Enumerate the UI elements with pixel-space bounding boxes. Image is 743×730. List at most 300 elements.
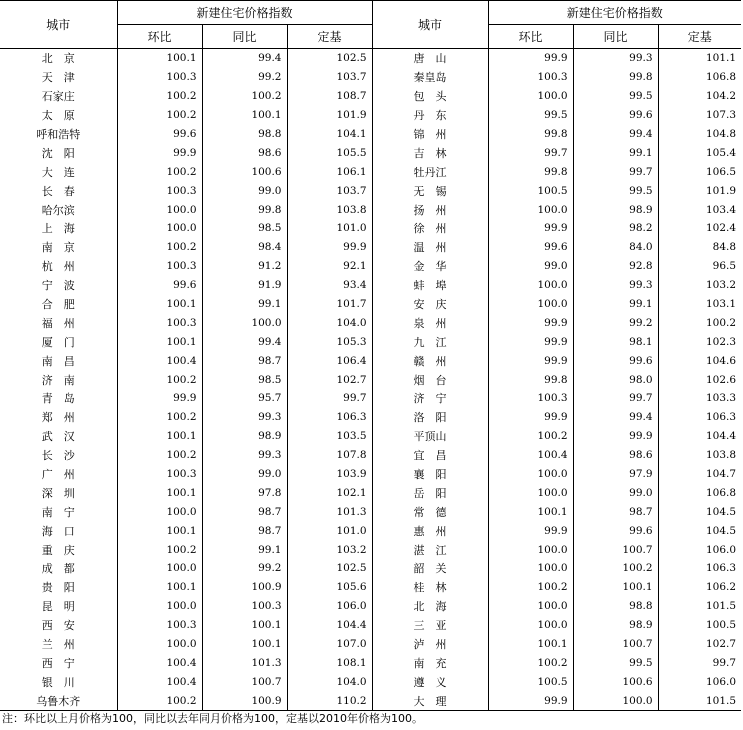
left-city-cell: 西 宁 (0, 654, 117, 673)
right-city-cell: 吉 林 (372, 143, 488, 162)
right-yoy-cell: 99.4 (573, 125, 658, 144)
left-base-cell: 105.5 (287, 143, 372, 162)
left-city-cell: 乌鲁木齐 (0, 691, 117, 710)
left-base-cell: 106.3 (287, 408, 372, 427)
table-row (0, 257, 741, 276)
left-mom-cell: 100.1 (117, 521, 202, 540)
left-mom-cell: 99.6 (117, 125, 202, 144)
left-mom-cell: 100.0 (117, 200, 202, 219)
right-mom-cell: 99.9 (488, 332, 573, 351)
left-yoy-cell: 98.5 (202, 370, 287, 389)
col-base-right: 定基 (658, 25, 741, 49)
right-base-cell: 105.4 (705, 146, 737, 159)
right-mom-cell: 99.9 (488, 521, 573, 540)
right-city-cell: 无 锡 (372, 181, 488, 200)
footnote: 注：环比以上月价格为100，同比以去年同月价格为100，定基以2010年价格为100。 (2, 712, 423, 725)
right-base-cell: 96.5 (712, 260, 737, 273)
left-yoy-cell: 91.2 (202, 257, 287, 276)
left-base-cell: 108.1 (287, 654, 372, 673)
left-yoy-cell: 91.9 (202, 276, 287, 295)
right-city-cell: 烟 台 (372, 370, 488, 389)
right-base-cell: 104.2 (705, 90, 737, 103)
left-city-cell: 宁 波 (0, 276, 117, 295)
left-yoy-cell: 100.1 (202, 616, 287, 635)
right-yoy-cell: 99.0 (573, 483, 658, 502)
right-city-cell: 三 亚 (372, 616, 488, 635)
right-base-cell: 106.3 (705, 411, 737, 424)
left-city-cell: 广 州 (0, 465, 117, 484)
table-row (0, 559, 741, 578)
right-mom-cell: 99.5 (488, 106, 573, 125)
right-mom-cell: 100.0 (488, 465, 573, 484)
left-mom-cell: 100.1 (117, 295, 202, 314)
right-mom-cell: 99.9 (488, 408, 573, 427)
table-row (0, 521, 741, 540)
left-base-cell: 101.0 (287, 521, 372, 540)
right-mom-cell: 99.7 (488, 143, 573, 162)
right-city-cell: 唐 山 (372, 49, 488, 68)
left-base-cell: 102.5 (287, 559, 372, 578)
left-base-cell: 103.8 (287, 200, 372, 219)
left-base-cell: 101.0 (287, 219, 372, 238)
left-base-cell: 92.1 (287, 257, 372, 276)
left-base-cell: 108.7 (287, 87, 372, 106)
left-yoy-cell: 100.3 (202, 597, 287, 616)
left-mom-cell: 99.6 (117, 276, 202, 295)
right-yoy-cell: 100.7 (573, 635, 658, 654)
right-mom-cell: 99.9 (488, 313, 573, 332)
right-yoy-cell: 100.1 (573, 578, 658, 597)
right-base-cell: 104.6 (705, 354, 737, 367)
left-city-cell: 大 连 (0, 162, 117, 181)
left-yoy-cell: 100.0 (202, 313, 287, 332)
right-city-cell: 牡丹江 (372, 162, 488, 181)
table-body (0, 49, 741, 711)
left-yoy-cell: 99.4 (202, 332, 287, 351)
table-row (0, 370, 741, 389)
right-mom-cell: 100.3 (488, 68, 573, 87)
left-city-cell: 沈 阳 (0, 143, 117, 162)
left-mom-cell: 100.1 (117, 332, 202, 351)
table-row (0, 351, 741, 370)
left-base-cell: 103.7 (287, 68, 372, 87)
left-yoy-cell: 99.3 (202, 446, 287, 465)
table-row (0, 125, 741, 144)
left-city-cell: 济 南 (0, 370, 117, 389)
table-row (0, 68, 741, 87)
left-mom-cell: 100.4 (117, 351, 202, 370)
right-yoy-cell: 92.8 (573, 257, 658, 276)
right-mom-cell: 100.1 (488, 502, 573, 521)
left-mom-cell: 100.0 (117, 559, 202, 578)
left-mom-cell: 100.2 (117, 540, 202, 559)
col-base-left: 定基 (287, 25, 372, 49)
right-yoy-cell: 99.3 (573, 49, 658, 68)
left-mom-cell: 100.2 (117, 446, 202, 465)
left-yoy-cell: 99.3 (202, 408, 287, 427)
table-row (0, 483, 741, 502)
left-mom-cell: 100.1 (117, 578, 202, 597)
right-city-cell: 徐 州 (372, 219, 488, 238)
right-mom-cell: 100.0 (488, 200, 573, 219)
left-city-cell: 福 州 (0, 313, 117, 332)
right-base-cell: 107.3 (705, 109, 737, 122)
left-yoy-cell: 100.1 (202, 106, 287, 125)
left-base-cell: 103.7 (287, 181, 372, 200)
right-yoy-cell: 99.4 (573, 408, 658, 427)
right-city-cell: 包 头 (372, 87, 488, 106)
left-city-cell: 南 京 (0, 238, 117, 257)
left-mom-cell: 100.3 (117, 257, 202, 276)
right-base-cell: 106.2 (705, 581, 737, 594)
table-row (0, 332, 741, 351)
right-city-cell: 湛 江 (372, 540, 488, 559)
left-base-cell: 102.1 (287, 483, 372, 502)
right-mom-cell: 100.0 (488, 616, 573, 635)
left-yoy-cell: 99.0 (202, 465, 287, 484)
left-yoy-cell: 98.9 (202, 427, 287, 446)
left-base-cell: 102.5 (287, 49, 372, 68)
right-mom-cell: 100.0 (488, 295, 573, 314)
index-group-header-right: 新建住宅价格指数 (488, 1, 741, 25)
right-base-cell: 102.7 (705, 638, 737, 651)
right-city-cell: 丹 东 (372, 106, 488, 125)
right-base-cell: 106.0 (705, 675, 737, 688)
left-mom-cell: 100.1 (117, 427, 202, 446)
table-row (0, 49, 741, 68)
right-city-cell: 宜 昌 (372, 446, 488, 465)
right-base-cell: 103.1 (705, 298, 737, 311)
right-city-cell: 洛 阳 (372, 408, 488, 427)
right-city-cell: 襄 阳 (372, 465, 488, 484)
left-base-cell: 102.7 (287, 370, 372, 389)
right-yoy-cell: 100.6 (573, 672, 658, 691)
right-yoy-cell: 98.0 (573, 370, 658, 389)
left-base-cell: 93.4 (287, 276, 372, 295)
right-mom-cell: 99.8 (488, 162, 573, 181)
left-mom-cell: 100.3 (117, 313, 202, 332)
right-city-cell: 平顶山 (372, 427, 488, 446)
right-mom-cell: 99.9 (488, 219, 573, 238)
left-yoy-cell: 95.7 (202, 389, 287, 408)
left-yoy-cell: 100.7 (202, 672, 287, 691)
right-yoy-cell: 99.5 (573, 654, 658, 673)
table-row (0, 162, 741, 181)
right-city-cell: 泸 州 (372, 635, 488, 654)
table-row (0, 276, 741, 295)
right-yoy-cell: 100.2 (573, 559, 658, 578)
left-city-cell: 银 川 (0, 672, 117, 691)
right-mom-cell: 99.9 (488, 49, 573, 68)
table-row (0, 465, 741, 484)
left-base-cell: 104.0 (287, 672, 372, 691)
left-city-cell: 太 原 (0, 106, 117, 125)
right-yoy-cell: 98.1 (573, 332, 658, 351)
right-mom-cell: 99.0 (488, 257, 573, 276)
left-base-cell: 106.4 (287, 351, 372, 370)
right-yoy-cell: 98.8 (573, 597, 658, 616)
right-mom-cell: 100.2 (488, 654, 573, 673)
left-yoy-cell: 100.1 (202, 635, 287, 654)
right-yoy-cell: 98.6 (573, 446, 658, 465)
left-base-cell: 107.0 (287, 635, 372, 654)
right-base-cell: 101.9 (705, 184, 737, 197)
right-mom-cell: 99.6 (488, 238, 573, 257)
right-base-cell: 104.4 (705, 430, 737, 443)
table-row (0, 616, 741, 635)
left-city-cell: 呼和浩特 (0, 125, 117, 144)
right-base-cell: 101.5 (705, 600, 737, 613)
table-row (0, 654, 741, 673)
left-yoy-cell: 98.5 (202, 219, 287, 238)
city-header-left: 城市 (0, 1, 117, 49)
left-mom-cell: 100.2 (117, 106, 202, 125)
right-city-cell: 大 理 (372, 691, 488, 710)
right-yoy-cell: 99.5 (573, 87, 658, 106)
right-mom-cell: 100.0 (488, 483, 573, 502)
right-base-cell: 106.5 (705, 165, 737, 178)
left-mom-cell: 100.0 (117, 502, 202, 521)
right-mom-cell: 100.0 (488, 597, 573, 616)
left-yoy-cell: 99.1 (202, 295, 287, 314)
right-yoy-cell: 98.2 (573, 219, 658, 238)
right-yoy-cell: 97.9 (573, 465, 658, 484)
left-mom-cell: 100.3 (117, 616, 202, 635)
left-mom-cell: 100.2 (117, 370, 202, 389)
left-city-cell: 南 昌 (0, 351, 117, 370)
right-mom-cell: 99.8 (488, 125, 573, 144)
right-base-cell: 106.8 (705, 486, 737, 499)
right-yoy-cell: 99.6 (573, 351, 658, 370)
left-mom-cell: 100.1 (117, 483, 202, 502)
col-yoy-right: 同比 (573, 25, 658, 49)
left-city-cell: 哈尔滨 (0, 200, 117, 219)
right-base-cell: 104.7 (705, 468, 737, 481)
right-city-cell: 赣 州 (372, 351, 488, 370)
left-city-cell: 深 圳 (0, 483, 117, 502)
left-mom-cell: 100.1 (117, 49, 202, 68)
right-base-cell: 101.5 (658, 691, 741, 710)
table-row (0, 181, 741, 200)
right-mom-cell: 99.9 (488, 351, 573, 370)
left-city-cell: 昆 明 (0, 597, 117, 616)
left-base-cell: 106.0 (287, 597, 372, 616)
right-mom-cell: 100.0 (488, 559, 573, 578)
right-base-cell: 99.7 (712, 656, 737, 669)
left-city-cell: 天 津 (0, 68, 117, 87)
right-mom-cell: 100.0 (488, 276, 573, 295)
right-yoy-cell: 99.7 (573, 162, 658, 181)
right-yoy-cell: 84.0 (573, 238, 658, 257)
right-yoy-cell: 99.1 (573, 143, 658, 162)
table-row (0, 691, 741, 710)
right-yoy-cell: 98.9 (573, 200, 658, 219)
left-city-cell: 长 春 (0, 181, 117, 200)
right-base-cell: 106.8 (705, 71, 737, 84)
right-city-cell: 温 州 (372, 238, 488, 257)
table-row (0, 200, 741, 219)
left-yoy-cell: 98.7 (202, 351, 287, 370)
right-city-cell: 泉 州 (372, 313, 488, 332)
table-row (0, 635, 741, 654)
left-yoy-cell: 101.3 (202, 654, 287, 673)
left-yoy-cell: 100.2 (202, 87, 287, 106)
right-yoy-cell: 99.5 (573, 181, 658, 200)
left-yoy-cell: 98.6 (202, 143, 287, 162)
left-yoy-cell: 98.8 (202, 125, 287, 144)
right-yoy-cell: 99.8 (573, 68, 658, 87)
left-mom-cell: 100.2 (117, 691, 202, 710)
right-base-cell: 100.2 (705, 316, 737, 329)
right-yoy-cell: 99.6 (573, 106, 658, 125)
left-base-cell: 101.9 (287, 106, 372, 125)
table-row (0, 540, 741, 559)
table-row (0, 502, 741, 521)
right-city-cell: 安 庆 (372, 295, 488, 314)
right-mom-cell: 100.2 (488, 427, 573, 446)
left-mom-cell: 100.2 (117, 87, 202, 106)
left-base-cell: 103.2 (287, 540, 372, 559)
left-mom-cell: 100.2 (117, 238, 202, 257)
left-city-cell: 北 京 (0, 49, 117, 68)
right-base-cell: 103.4 (705, 203, 737, 216)
table-row (0, 106, 741, 125)
right-base-cell: 102.4 (705, 222, 737, 235)
right-yoy-cell: 100.0 (573, 691, 658, 710)
left-base-cell: 104.1 (287, 125, 372, 144)
right-city-cell: 桂 林 (372, 578, 488, 597)
col-yoy-left: 同比 (202, 25, 287, 49)
left-yoy-cell: 98.7 (202, 521, 287, 540)
table-row (0, 427, 741, 446)
right-yoy-cell: 99.9 (573, 427, 658, 446)
left-city-cell: 杭 州 (0, 257, 117, 276)
left-base-cell: 103.9 (287, 465, 372, 484)
table-row (0, 597, 741, 616)
left-city-cell: 郑 州 (0, 408, 117, 427)
left-yoy-cell: 100.9 (202, 691, 287, 710)
left-base-cell: 105.6 (287, 578, 372, 597)
left-city-cell: 海 口 (0, 521, 117, 540)
left-base-cell: 104.0 (287, 313, 372, 332)
left-city-cell: 西 安 (0, 616, 117, 635)
right-yoy-cell: 99.6 (573, 521, 658, 540)
left-city-cell: 上 海 (0, 219, 117, 238)
left-base-cell: 107.8 (287, 446, 372, 465)
city-header-right: 城市 (372, 1, 488, 49)
right-city-cell: 锦 州 (372, 125, 488, 144)
left-mom-cell: 100.3 (117, 465, 202, 484)
left-mom-cell: 100.4 (117, 654, 202, 673)
right-yoy-cell: 98.7 (573, 502, 658, 521)
right-mom-cell: 100.5 (488, 181, 573, 200)
left-base-cell: 105.3 (287, 332, 372, 351)
right-mom-cell: 100.3 (488, 389, 573, 408)
left-mom-cell: 100.0 (117, 635, 202, 654)
left-yoy-cell: 97.8 (202, 483, 287, 502)
left-city-cell: 石家庄 (0, 87, 117, 106)
table-row (0, 389, 741, 408)
right-city-cell: 九 江 (372, 332, 488, 351)
right-base-cell: 101.1 (705, 52, 737, 65)
right-yoy-cell: 98.9 (573, 616, 658, 635)
left-base-cell: 101.7 (287, 295, 372, 314)
right-city-cell: 蚌 埠 (372, 276, 488, 295)
right-base-cell: 104.5 (705, 524, 737, 537)
right-yoy-cell: 100.7 (573, 540, 658, 559)
right-city-cell: 秦皇岛 (372, 68, 488, 87)
right-mom-cell: 100.2 (488, 578, 573, 597)
right-base-cell: 103.3 (705, 392, 737, 405)
col-mom-left: 环比 (117, 25, 202, 49)
right-mom-cell: 100.0 (488, 540, 573, 559)
left-base-cell: 99.9 (287, 238, 372, 257)
left-mom-cell: 100.0 (117, 219, 202, 238)
right-mom-cell: 99.9 (488, 691, 573, 710)
left-yoy-cell: 99.0 (202, 181, 287, 200)
table-row (0, 295, 741, 314)
right-city-cell: 北 海 (372, 597, 488, 616)
left-yoy-cell: 98.7 (202, 502, 287, 521)
right-city-cell: 济 宁 (372, 389, 488, 408)
right-mom-cell: 100.1 (488, 635, 573, 654)
right-base-cell: 106.0 (705, 543, 737, 556)
right-yoy-cell: 99.2 (573, 313, 658, 332)
right-base-cell: 103.2 (705, 279, 737, 292)
left-city-cell: 重 庆 (0, 540, 117, 559)
left-base-cell: 110.2 (287, 691, 372, 710)
right-base-cell: 106.3 (705, 562, 737, 575)
left-yoy-cell: 99.4 (202, 49, 287, 68)
right-base-cell: 102.6 (705, 373, 737, 386)
left-mom-cell: 100.3 (117, 68, 202, 87)
left-city-cell: 青 岛 (0, 389, 117, 408)
left-base-cell: 99.7 (287, 389, 372, 408)
right-city-cell: 常 德 (372, 502, 488, 521)
right-yoy-cell: 99.3 (573, 276, 658, 295)
index-group-header-left: 新建住宅价格指数 (117, 1, 372, 25)
left-mom-cell: 99.9 (117, 389, 202, 408)
left-city-cell: 厦 门 (0, 332, 117, 351)
left-yoy-cell: 99.1 (202, 540, 287, 559)
table-row (0, 143, 741, 162)
right-city-cell: 惠 州 (372, 521, 488, 540)
table-row (0, 87, 741, 106)
left-base-cell: 104.4 (287, 616, 372, 635)
left-city-cell: 武 汉 (0, 427, 117, 446)
left-mom-cell: 100.0 (117, 597, 202, 616)
right-city-cell: 金 华 (372, 257, 488, 276)
left-mom-cell: 100.2 (117, 162, 202, 181)
col-mom-right: 环比 (488, 25, 573, 49)
left-mom-cell: 99.9 (117, 143, 202, 162)
right-mom-cell: 99.8 (488, 370, 573, 389)
table-row (0, 219, 741, 238)
left-city-cell: 长 沙 (0, 446, 117, 465)
right-base-cell: 104.8 (705, 128, 737, 140)
left-yoy-cell: 99.2 (202, 559, 287, 578)
table-row (0, 313, 741, 332)
right-city-cell: 韶 关 (372, 559, 488, 578)
right-base-cell: 84.8 (712, 241, 737, 254)
right-city-cell: 岳 阳 (372, 483, 488, 502)
left-mom-cell: 100.4 (117, 672, 202, 691)
left-yoy-cell: 98.4 (202, 238, 287, 257)
left-yoy-cell: 99.8 (202, 200, 287, 219)
left-city-cell: 贵 阳 (0, 578, 117, 597)
left-mom-cell: 100.2 (117, 408, 202, 427)
right-base-cell: 100.5 (705, 619, 737, 632)
